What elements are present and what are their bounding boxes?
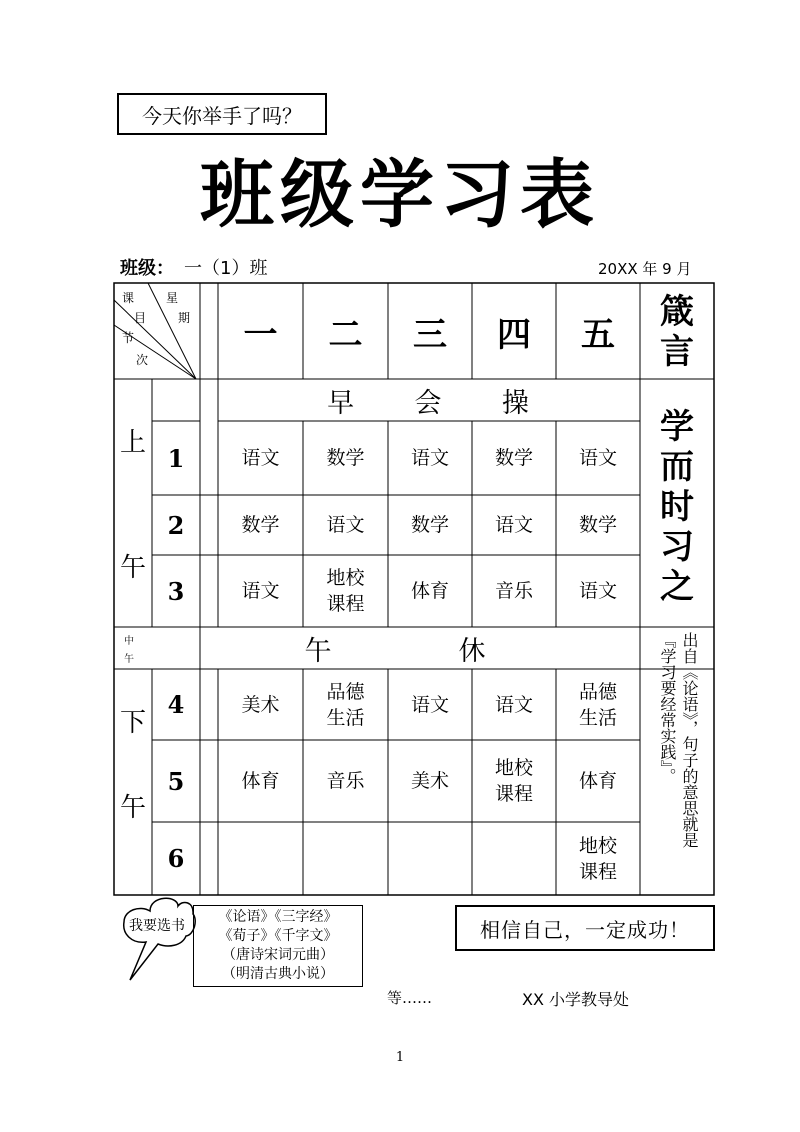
period-number: 2 bbox=[167, 510, 185, 540]
subject-cell: 数学 bbox=[494, 447, 533, 469]
subject-cell: 数学 bbox=[241, 514, 280, 536]
motto-text bbox=[640, 396, 714, 618]
book-line: （唐诗宋词元曲） bbox=[222, 947, 334, 963]
class-label: 班级： bbox=[120, 258, 174, 279]
book-line: （明清古典小说） bbox=[222, 966, 334, 982]
thought-bubble bbox=[124, 898, 195, 980]
motto-explanation: 出自《论语》，句子的意思就是『学习要经常实践』。 bbox=[658, 632, 699, 848]
noon-rest-char: 休 bbox=[458, 635, 488, 667]
subject-cell: 体育 bbox=[410, 580, 449, 602]
subject-cell: 品德 生活 bbox=[326, 680, 365, 729]
noon-rest-char: 午 bbox=[304, 635, 334, 667]
bottom-slogan-box bbox=[455, 905, 715, 951]
period-number: 3 bbox=[167, 576, 185, 606]
period-number: 6 bbox=[167, 844, 185, 873]
motto-char: 习 bbox=[660, 527, 694, 567]
corner-char-4: 期 bbox=[177, 310, 190, 325]
motto-char: 时 bbox=[660, 487, 694, 527]
morning-exercise-char: 操 bbox=[501, 387, 531, 419]
subject-cell bbox=[303, 822, 388, 895]
corner-char-5: 节 bbox=[121, 330, 134, 345]
day-header-4: 四 bbox=[497, 314, 531, 355]
subject-cell: 数学 bbox=[410, 514, 449, 536]
period-number: 5 bbox=[167, 766, 185, 796]
motto-char: 而 bbox=[660, 447, 694, 487]
book-line: 《荀子》《千字文》 bbox=[218, 928, 338, 944]
subject-cell: 语文 bbox=[578, 447, 617, 469]
subject-cell: 语文 bbox=[410, 693, 449, 716]
subject-cell: 音乐 bbox=[326, 770, 365, 792]
slogan-text: 今天你举手了吗？ bbox=[142, 103, 302, 128]
subject-cell: 语文 bbox=[494, 514, 533, 536]
afternoon-label-1: 下 bbox=[119, 707, 146, 738]
motto-heading-char: 箴 bbox=[660, 292, 694, 332]
subject-cell: 美术 bbox=[241, 693, 280, 716]
book-line: 《论语》《三字经》 bbox=[218, 909, 338, 925]
office-signature: XX 小学教导处 bbox=[522, 990, 630, 1009]
class-value: 一（1）班 bbox=[184, 258, 268, 279]
period-number: 1 bbox=[167, 443, 185, 473]
morning-exercise-char: 会 bbox=[414, 387, 444, 419]
subject-cell: 数学 bbox=[326, 447, 365, 469]
day-header-1: 一 bbox=[243, 314, 278, 355]
date-text: 20XX 年 9 月 bbox=[598, 260, 692, 278]
motto-char: 学 bbox=[660, 407, 694, 447]
corner-char-6: 次 bbox=[135, 352, 148, 367]
subject-cell: 地校 课程 bbox=[326, 567, 365, 615]
subject-cell: 体育 bbox=[578, 770, 617, 792]
book-list bbox=[193, 905, 363, 987]
subject-cell: 语文 bbox=[410, 447, 449, 469]
subject-cell: 语文 bbox=[578, 580, 617, 602]
afternoon-label-2: 午 bbox=[119, 792, 146, 823]
noon-label-2: 午 bbox=[124, 653, 134, 665]
day-header-2: 二 bbox=[328, 314, 363, 355]
subject-cell: 语文 bbox=[241, 580, 280, 602]
subject-cell: 语文 bbox=[326, 514, 365, 536]
subject-cell: 美术 bbox=[410, 770, 449, 792]
bubble-text: 我要选书 bbox=[129, 918, 185, 934]
corner-char-3: 目 bbox=[133, 310, 146, 325]
corner-char-2: 星 bbox=[165, 290, 178, 305]
morning-exercise-band bbox=[218, 379, 640, 421]
day-header-3: 三 bbox=[413, 314, 447, 355]
subject-cell: 地校 课程 bbox=[494, 757, 533, 805]
subject-cell: 体育 bbox=[241, 770, 280, 792]
subject-cell: 语文 bbox=[494, 693, 533, 716]
subject-cell: 品德 生活 bbox=[578, 680, 617, 729]
morning-label-1: 上 bbox=[119, 427, 146, 458]
page-title: 班级学习表 bbox=[200, 152, 600, 238]
noon-label-1: 中 bbox=[124, 635, 134, 647]
page-number: 1 bbox=[395, 1050, 405, 1065]
subject-cell bbox=[472, 822, 556, 895]
motto-heading bbox=[640, 288, 714, 376]
subject-cell bbox=[388, 822, 472, 895]
morning-exercise-char: 早 bbox=[327, 387, 357, 419]
subject-cell: 音乐 bbox=[494, 580, 533, 602]
day-header-5: 五 bbox=[581, 314, 615, 355]
period-number: 4 bbox=[167, 690, 185, 719]
subject-cell bbox=[218, 822, 303, 895]
motto-heading-char: 言 bbox=[660, 332, 694, 372]
subject-cell: 数学 bbox=[578, 514, 617, 536]
noon-rest-band bbox=[152, 627, 640, 669]
morning-label-2: 午 bbox=[119, 552, 146, 583]
motto-char: 之 bbox=[660, 567, 694, 607]
bottom-slogan-text: 相信自己，一定成功！ bbox=[480, 917, 690, 942]
corner-char-1: 课 bbox=[121, 290, 134, 305]
subject-cell: 地校 课程 bbox=[578, 834, 617, 883]
etc-text: 等…… bbox=[387, 989, 433, 1007]
subject-cell: 语文 bbox=[241, 447, 280, 469]
